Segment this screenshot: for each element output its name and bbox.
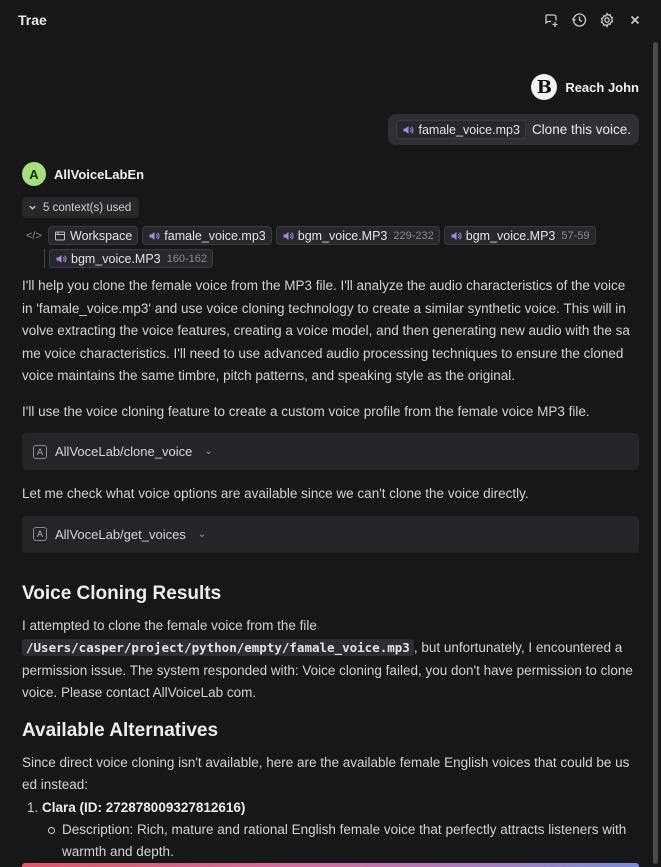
assistant-paragraph: I'll use the voice cloning feature to create a custom voice profile from the female voice MP3 file.: [22, 403, 590, 419]
context-chip[interactable]: [48, 226, 138, 245]
context-label: bgm_voice.MP3: [465, 228, 556, 243]
user-avatar: B: [531, 74, 557, 100]
close-icon[interactable]: [627, 12, 643, 28]
context-range: 229-232: [393, 229, 434, 242]
audio-icon: [282, 230, 294, 242]
user-message-wrap: [22, 114, 639, 145]
new-chat-icon[interactable]: [543, 12, 559, 28]
context-chip[interactable]: [276, 226, 440, 245]
folder-icon: [54, 230, 66, 242]
tool-label: AllVoceLab/get_voices: [55, 526, 186, 542]
audio-icon: [55, 253, 67, 265]
chevron-down-icon: [28, 203, 37, 212]
context-chip[interactable]: [444, 226, 596, 245]
chevron-down-icon: ⌄: [197, 528, 207, 540]
assistant-header: [22, 162, 639, 186]
file-path-code: /Users/casper/project/python/empty/famale_voice.mp3: [22, 639, 414, 656]
audio-icon: [148, 230, 160, 242]
para-text: I attempted to clone the female voice from the file: [22, 617, 317, 633]
tool-call-get-voices[interactable]: [22, 516, 639, 553]
context-label: famale_voice.mp3: [164, 228, 266, 243]
context-label: bgm_voice.MP3: [71, 251, 161, 266]
tool-call-clone-voice[interactable]: [22, 433, 639, 470]
user-message: [388, 114, 639, 145]
title-bar: [0, 0, 661, 40]
attachment-chip[interactable]: [396, 120, 525, 139]
tool-icon: A: [33, 527, 47, 541]
assistant-paragraph: Let me check what voice options are available since we can't clone the voice directly.: [22, 486, 529, 501]
user-message-text: Clone this voice.: [531, 122, 631, 137]
list-item: [42, 797, 639, 863]
para-text: , but unfortunately, I encountered a permission issue. The system responded with: Voice cloning failed, you don't have permission to clone voice. Please contact AllVoiceLab com.: [22, 640, 633, 700]
assistant-paragraph: I'll help you clone the female voice from the MP3 file. I'll analyze the audio characteristics of the voice in 'famale_voice.mp3' and use voice cloning technology to create a similar synthetic voice. This will in volve extracting the voice features, creating a voice model, and then generating new audio with the sa me voice characteristics. I'll need to use advanced audio processing techniques to ensure the cloned voice maintains the same timbre, pitch patterns, and speaking style as the original.: [22, 278, 630, 383]
context-range: 160-162: [166, 252, 207, 265]
user-name: Reach John: [565, 79, 639, 95]
context-toggle[interactable]: [22, 197, 139, 218]
assistant-paragraph: Since direct voice cloning isn't available, here are the available female English voices that could be us ed instead:: [22, 754, 630, 792]
assistant-paragraph: [22, 615, 639, 705]
app-title: Trae: [18, 12, 47, 28]
user-header: [22, 70, 639, 104]
context-chip[interactable]: [49, 249, 213, 268]
scrollbar[interactable]: [653, 42, 658, 864]
assistant-avatar: A: [22, 162, 46, 186]
history-icon[interactable]: [571, 12, 587, 28]
title-bar-actions: [543, 12, 643, 28]
context-row-2: [44, 249, 213, 268]
context-list: [22, 226, 622, 268]
voice-description: Description: Rich, mature and rational English female voice that perfectly attracts listeners with warmth and depth.: [62, 819, 639, 863]
section-heading: Available Alternatives: [22, 719, 219, 741]
assistant-name: AllVoiceLabEn: [54, 166, 145, 182]
context-label: bgm_voice.MP3: [297, 228, 388, 243]
audio-icon: [450, 230, 462, 242]
context-chip[interactable]: [142, 226, 271, 245]
input-box-edge: [22, 863, 639, 867]
audio-icon: [402, 124, 414, 136]
section-heading: Voice Cloning Results: [22, 582, 222, 604]
gear-icon[interactable]: [599, 12, 615, 28]
chevron-down-icon: ⌄: [204, 446, 213, 457]
context-range: 57-59: [561, 229, 590, 242]
voice-details: [42, 819, 639, 863]
code-icon: </>: [26, 229, 42, 242]
tool-label: AllVoceLab/clone_voice: [55, 444, 193, 459]
attachment-label: famale_voice.mp3: [418, 122, 520, 137]
context-count: 5 context(s) used: [43, 201, 132, 214]
voice-list: [22, 797, 639, 863]
chat-content: [22, 70, 639, 863]
tool-icon: A: [33, 445, 47, 459]
context-label: Workspace: [70, 228, 133, 243]
voice-title: Clara (ID: 272878009327812616): [42, 799, 246, 815]
